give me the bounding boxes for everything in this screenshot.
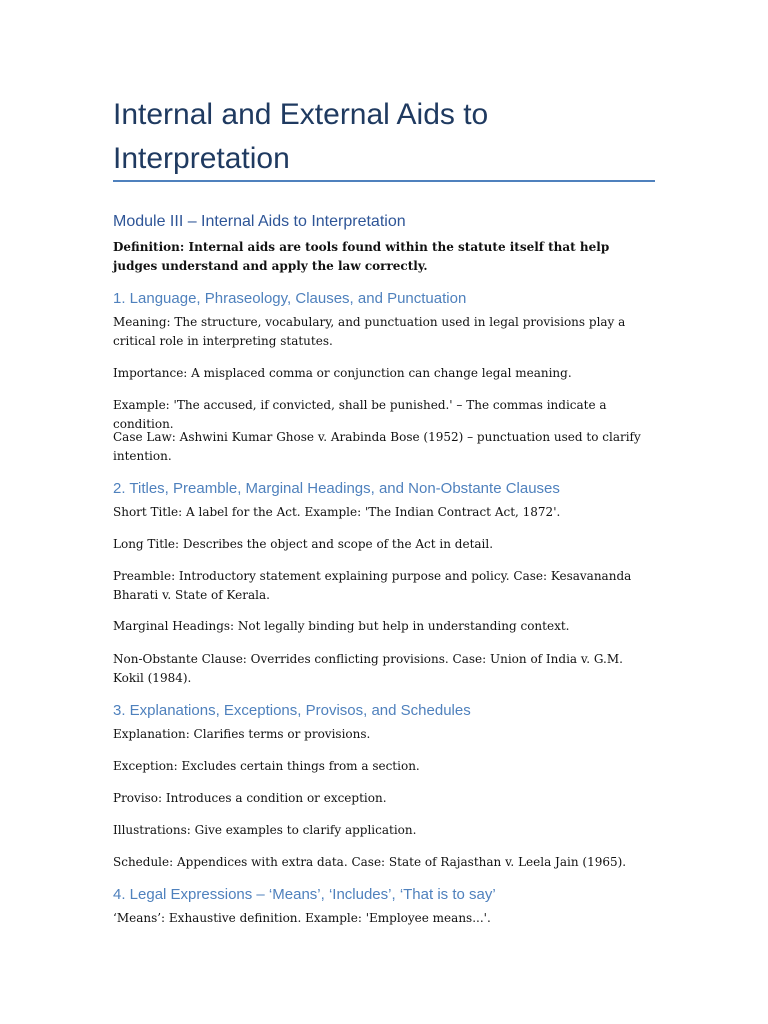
section-heading-1: 1. Language, Phraseology, Clauses, and Punctuation [113,290,467,307]
title-underline-divider [113,180,655,182]
section-heading-2: 2. Titles, Preamble, Marginal Headings, and Non-Obstante Clauses [113,480,560,497]
section-3-paragraph-2: Exception: Excludes certain things from a section. [113,759,420,773]
section-3-paragraph-5: Schedule: Appendices with extra data. Case: State of Rajasthan v. Leela Jain (1965). [113,855,627,869]
section-heading-4: 4. Legal Expressions – ‘Means’, ‘Includes’, ‘That is to say’ [113,886,496,903]
section-1-paragraph-2: Importance: A misplaced comma or conjunction can change legal meaning. [113,366,572,380]
section-2-paragraph-2: Long Title: Describes the object and scope of the Act in detail. [113,537,494,551]
definition-paragraph: Definition: Internal aids are tools found within the statute itself that help judges understand and apply the law correctly. [113,240,610,273]
section-4-paragraph-1: ‘Means’: Exhaustive definition. Example: 'Employee means...'. [113,911,491,925]
section-2-paragraph-5: Non-Obstante Clause: Overrides conflicting provisions. Case: Union of India v. G.M. Kokil (1984). [113,652,623,685]
section-3-paragraph-3: Proviso: Introduces a condition or exception. [113,791,387,805]
document-title: Internal and External Aids to Interpretation [113,98,489,175]
section-2-paragraph-3: Preamble: Introductory statement explaining purpose and policy. Case: Kesavananda Bharati v. State of Kerala. [113,569,632,602]
module-heading: Module III – Internal Aids to Interpretation [113,213,406,230]
section-2-paragraph-4: Marginal Headings: Not legally binding but help in understanding context. [113,619,570,633]
section-2-paragraph-1: Short Title: A label for the Act. Example: 'The Indian Contract Act, 1872'. [113,505,561,519]
section-1-paragraph-1: Meaning: The structure, vocabulary, and punctuation used in legal provisions play a critical role in interpreting statutes. [113,315,626,348]
section-3-paragraph-1: Explanation: Clarifies terms or provisions. [113,727,371,741]
section-heading-3: 3. Explanations, Exceptions, Provisos, and Schedules [113,702,471,719]
section-1-paragraph-3: Example: 'The accused, if convicted, shall be punished.' – The commas indicate a condition. [113,398,607,431]
section-1-paragraph-4: Case Law: Ashwini Kumar Ghose v. Arabinda Bose (1952) – punctuation used to clarify intention. [113,430,641,463]
section-3-paragraph-4: Illustrations: Give examples to clarify application. [113,823,417,837]
